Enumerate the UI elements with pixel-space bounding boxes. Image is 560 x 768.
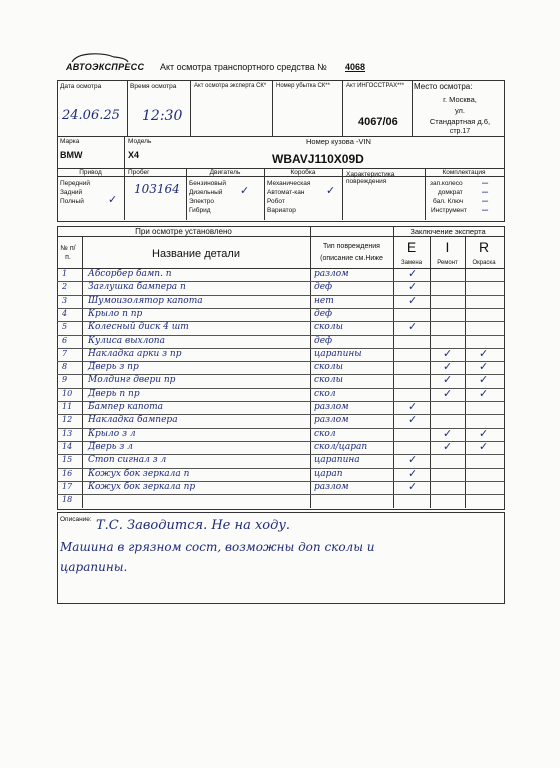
make-label: Марка — [60, 138, 80, 145]
row-number: 10 — [62, 389, 73, 398]
ingos-act-label: Акт ИНГОССТРАХ*** — [346, 83, 405, 89]
time-label: Время осмотра — [130, 83, 177, 90]
check-icon: ✓ — [408, 268, 418, 280]
drive-rear: Задний — [60, 189, 83, 196]
equipment-spare-wheel: зап.колесо — [430, 180, 463, 187]
check-icon: ✓ — [479, 361, 489, 373]
drive-front: Передний — [60, 180, 91, 187]
damage-char-title: Характеристика повреждения — [346, 171, 395, 185]
check-icon: ✓ — [479, 348, 489, 360]
time-value: 12:30 — [142, 108, 183, 124]
description-line-3: царапины. — [60, 560, 128, 574]
row-damage-type: деф — [314, 336, 333, 346]
act-title: Акт осмотра транспортного средства № — [160, 62, 327, 72]
row-part-name: Шумоизолятор капота — [88, 296, 203, 306]
equipment-tools: Инструмент — [431, 207, 467, 214]
gearbox-cvt: Вариатор — [267, 207, 296, 214]
row-part-name: Молдинг двери пр — [88, 375, 176, 385]
vin-label: Номер кузова -VIN — [306, 137, 371, 146]
equipment-jack: домкрат — [438, 189, 463, 196]
mileage-title: Пробег — [128, 169, 150, 176]
row-damage-type: скол — [314, 429, 336, 439]
engine-diesel: Дизельный — [189, 189, 223, 196]
row-number: 9 — [62, 375, 68, 384]
check-icon: ✓ — [479, 374, 489, 386]
check-icon: ✓ — [408, 468, 418, 480]
row-number: 12 — [62, 415, 73, 424]
row-damage-type: царапина — [314, 455, 360, 465]
row-number: 5 — [62, 322, 68, 331]
row-damage-type: разлом — [314, 482, 349, 492]
row-number: 15 — [62, 455, 73, 464]
mileage-value: 103164 — [134, 182, 180, 196]
equipment-title: Комплектация — [442, 169, 486, 176]
gearbox-auto: Автомат-кан — [267, 189, 305, 196]
drive-title: Привод — [79, 169, 102, 176]
row-damage-type: разлом — [314, 402, 349, 412]
row-number: 4 — [62, 309, 68, 318]
row-number: 7 — [62, 349, 68, 358]
engine-hybrid: Гибрид — [189, 207, 211, 214]
ingos-act-value: 4067/06 — [358, 116, 398, 128]
row-damage-type: сколы — [314, 322, 343, 332]
row-number: 14 — [62, 442, 73, 451]
row-damage-type: скол/царап — [314, 442, 368, 452]
check-icon: ✓ — [479, 428, 489, 440]
section-title: При осмотре установлено — [135, 227, 232, 236]
col-num-header: № п/п. — [60, 245, 76, 261]
row-part-name: Бампер капота — [88, 402, 164, 412]
row-number: 6 — [62, 336, 68, 345]
check-icon: ✓ — [443, 441, 453, 453]
vin-value: WBAVJ110X09D — [272, 152, 364, 166]
check-icon: ✓ — [479, 388, 489, 400]
col-type-sub-header: (описание см.Ниже — [320, 255, 383, 262]
row-part-name: Заглушка бампера п — [88, 282, 186, 292]
description-label: Описание: — [60, 516, 92, 523]
check-icon: ✓ — [408, 454, 418, 466]
equipment-wheel-key-mark: – — [482, 195, 489, 207]
logo-text: АВТОЭКСПРЕСС — [66, 62, 145, 72]
col-e-sub-header: Замена — [400, 260, 423, 266]
loss-number-label: Номер убытка СК** — [276, 83, 330, 89]
date-label: Дата осмотра — [60, 83, 102, 90]
company-logo — [62, 52, 145, 74]
check-icon: ✓ — [443, 348, 453, 360]
row-part-name: Колесный диск 4 шт — [88, 322, 189, 332]
col-type-header: Тип повреждения — [323, 243, 380, 250]
equipment-spare-wheel-mark: – — [482, 177, 489, 189]
act-number: 4068 — [345, 62, 366, 72]
row-damage-type: сколы — [314, 362, 343, 372]
row-number: 17 — [62, 482, 73, 491]
gearbox-robot: Робот — [267, 198, 285, 205]
row-part-name: Кожух бок зеркала п — [88, 469, 190, 479]
row-part-name: Кожух бок зеркала пр — [88, 482, 196, 492]
engine-petrol: Бензиновый — [189, 180, 227, 187]
row-damage-type: разлом — [314, 269, 349, 279]
check-icon: ✓ — [408, 295, 418, 307]
col-i-sub-header: Ремонт — [437, 260, 458, 266]
conclusion-title: Заключение эксперта — [410, 227, 486, 236]
row-number: 16 — [62, 469, 73, 478]
row-damage-type: скол — [314, 389, 336, 399]
place-value-2: ул. — [454, 106, 466, 115]
col-name-header: Название детали — [152, 248, 240, 260]
place-label: Место осмотра: — [414, 82, 473, 91]
place-value-4: стр.17 — [449, 128, 471, 135]
col-r-sub-header: Окраска — [472, 260, 496, 266]
row-number: 2 — [62, 282, 68, 291]
check-icon: ✓ — [408, 281, 418, 293]
row-number: 18 — [62, 495, 73, 504]
place-value-3: Стандартная д.6, — [429, 117, 491, 126]
row-part-name: Крыло з л — [88, 429, 136, 439]
row-part-name: Накладка арки з пр — [88, 349, 182, 359]
col-i-header: I — [445, 239, 450, 255]
expert-act-label: Акт осмотра эксперта СК* — [194, 83, 267, 89]
row-damage-type: царап — [314, 469, 343, 479]
check-icon: ✓ — [443, 388, 453, 400]
gearbox-manual: Механическая — [267, 180, 311, 187]
row-damage-type: царапины — [314, 349, 362, 359]
check-icon: ✓ — [408, 414, 418, 426]
col-r-header: R — [478, 239, 490, 255]
engine-diesel-check-icon: ✓ — [240, 185, 250, 197]
check-icon: ✓ — [408, 481, 418, 493]
row-part-name: Абсорбер бамп. п — [88, 269, 172, 279]
row-number: 1 — [62, 269, 68, 278]
make-value: BMW — [60, 150, 83, 160]
model-value: X4 — [128, 150, 140, 160]
row-damage-type: деф — [314, 282, 333, 292]
row-part-name: Стоп сигнал з л — [88, 455, 167, 465]
check-icon: ✓ — [408, 401, 418, 413]
place-value-1: г. Москва, — [443, 95, 477, 104]
col-e-header: E — [406, 239, 417, 255]
row-damage-type: сколы — [314, 375, 343, 385]
row-part-name: Кулиса выхлопа — [88, 336, 165, 346]
row-part-name: Дверь з л — [88, 442, 133, 452]
model-label: Модель — [128, 138, 152, 145]
equipment-jack-mark: – — [482, 186, 489, 198]
row-damage-type: разлом — [314, 415, 349, 425]
row-part-name: Дверь з пр — [88, 362, 139, 372]
row-part-name: Крыло п пр — [88, 309, 143, 319]
check-icon: ✓ — [479, 441, 489, 453]
row-part-name: Дверь п пр — [88, 389, 140, 399]
check-icon: ✓ — [443, 428, 453, 440]
check-icon: ✓ — [443, 361, 453, 373]
row-number: 11 — [62, 402, 73, 411]
description-line-2: Машина в грязном сост, возможны доп сколы и — [60, 540, 375, 554]
row-number: 8 — [62, 362, 68, 371]
row-damage-type: деф — [314, 309, 333, 319]
row-number: 13 — [62, 429, 73, 438]
engine-electro: Электро — [189, 198, 214, 205]
date-value: 24.06.25 — [62, 108, 120, 123]
gearbox-auto-check-icon: ✓ — [326, 185, 336, 197]
drive-full-check-icon: ✓ — [108, 194, 118, 206]
engine-title: Двигатель — [209, 169, 241, 176]
equipment-tools-mark: – — [482, 204, 489, 216]
row-divider — [57, 494, 504, 495]
check-icon: ✓ — [443, 374, 453, 386]
equipment-wheel-key: бал. Ключ — [433, 198, 464, 205]
row-number: 3 — [62, 296, 68, 305]
gearbox-title: Коробка — [290, 169, 316, 176]
check-icon: ✓ — [408, 321, 418, 333]
description-line-1: Т.С. Заводится. Не на ходу. — [96, 518, 291, 533]
row-damage-type: нет — [314, 296, 334, 306]
drive-full: Полный — [60, 198, 84, 205]
row-part-name: Накладка бампера — [88, 415, 178, 425]
